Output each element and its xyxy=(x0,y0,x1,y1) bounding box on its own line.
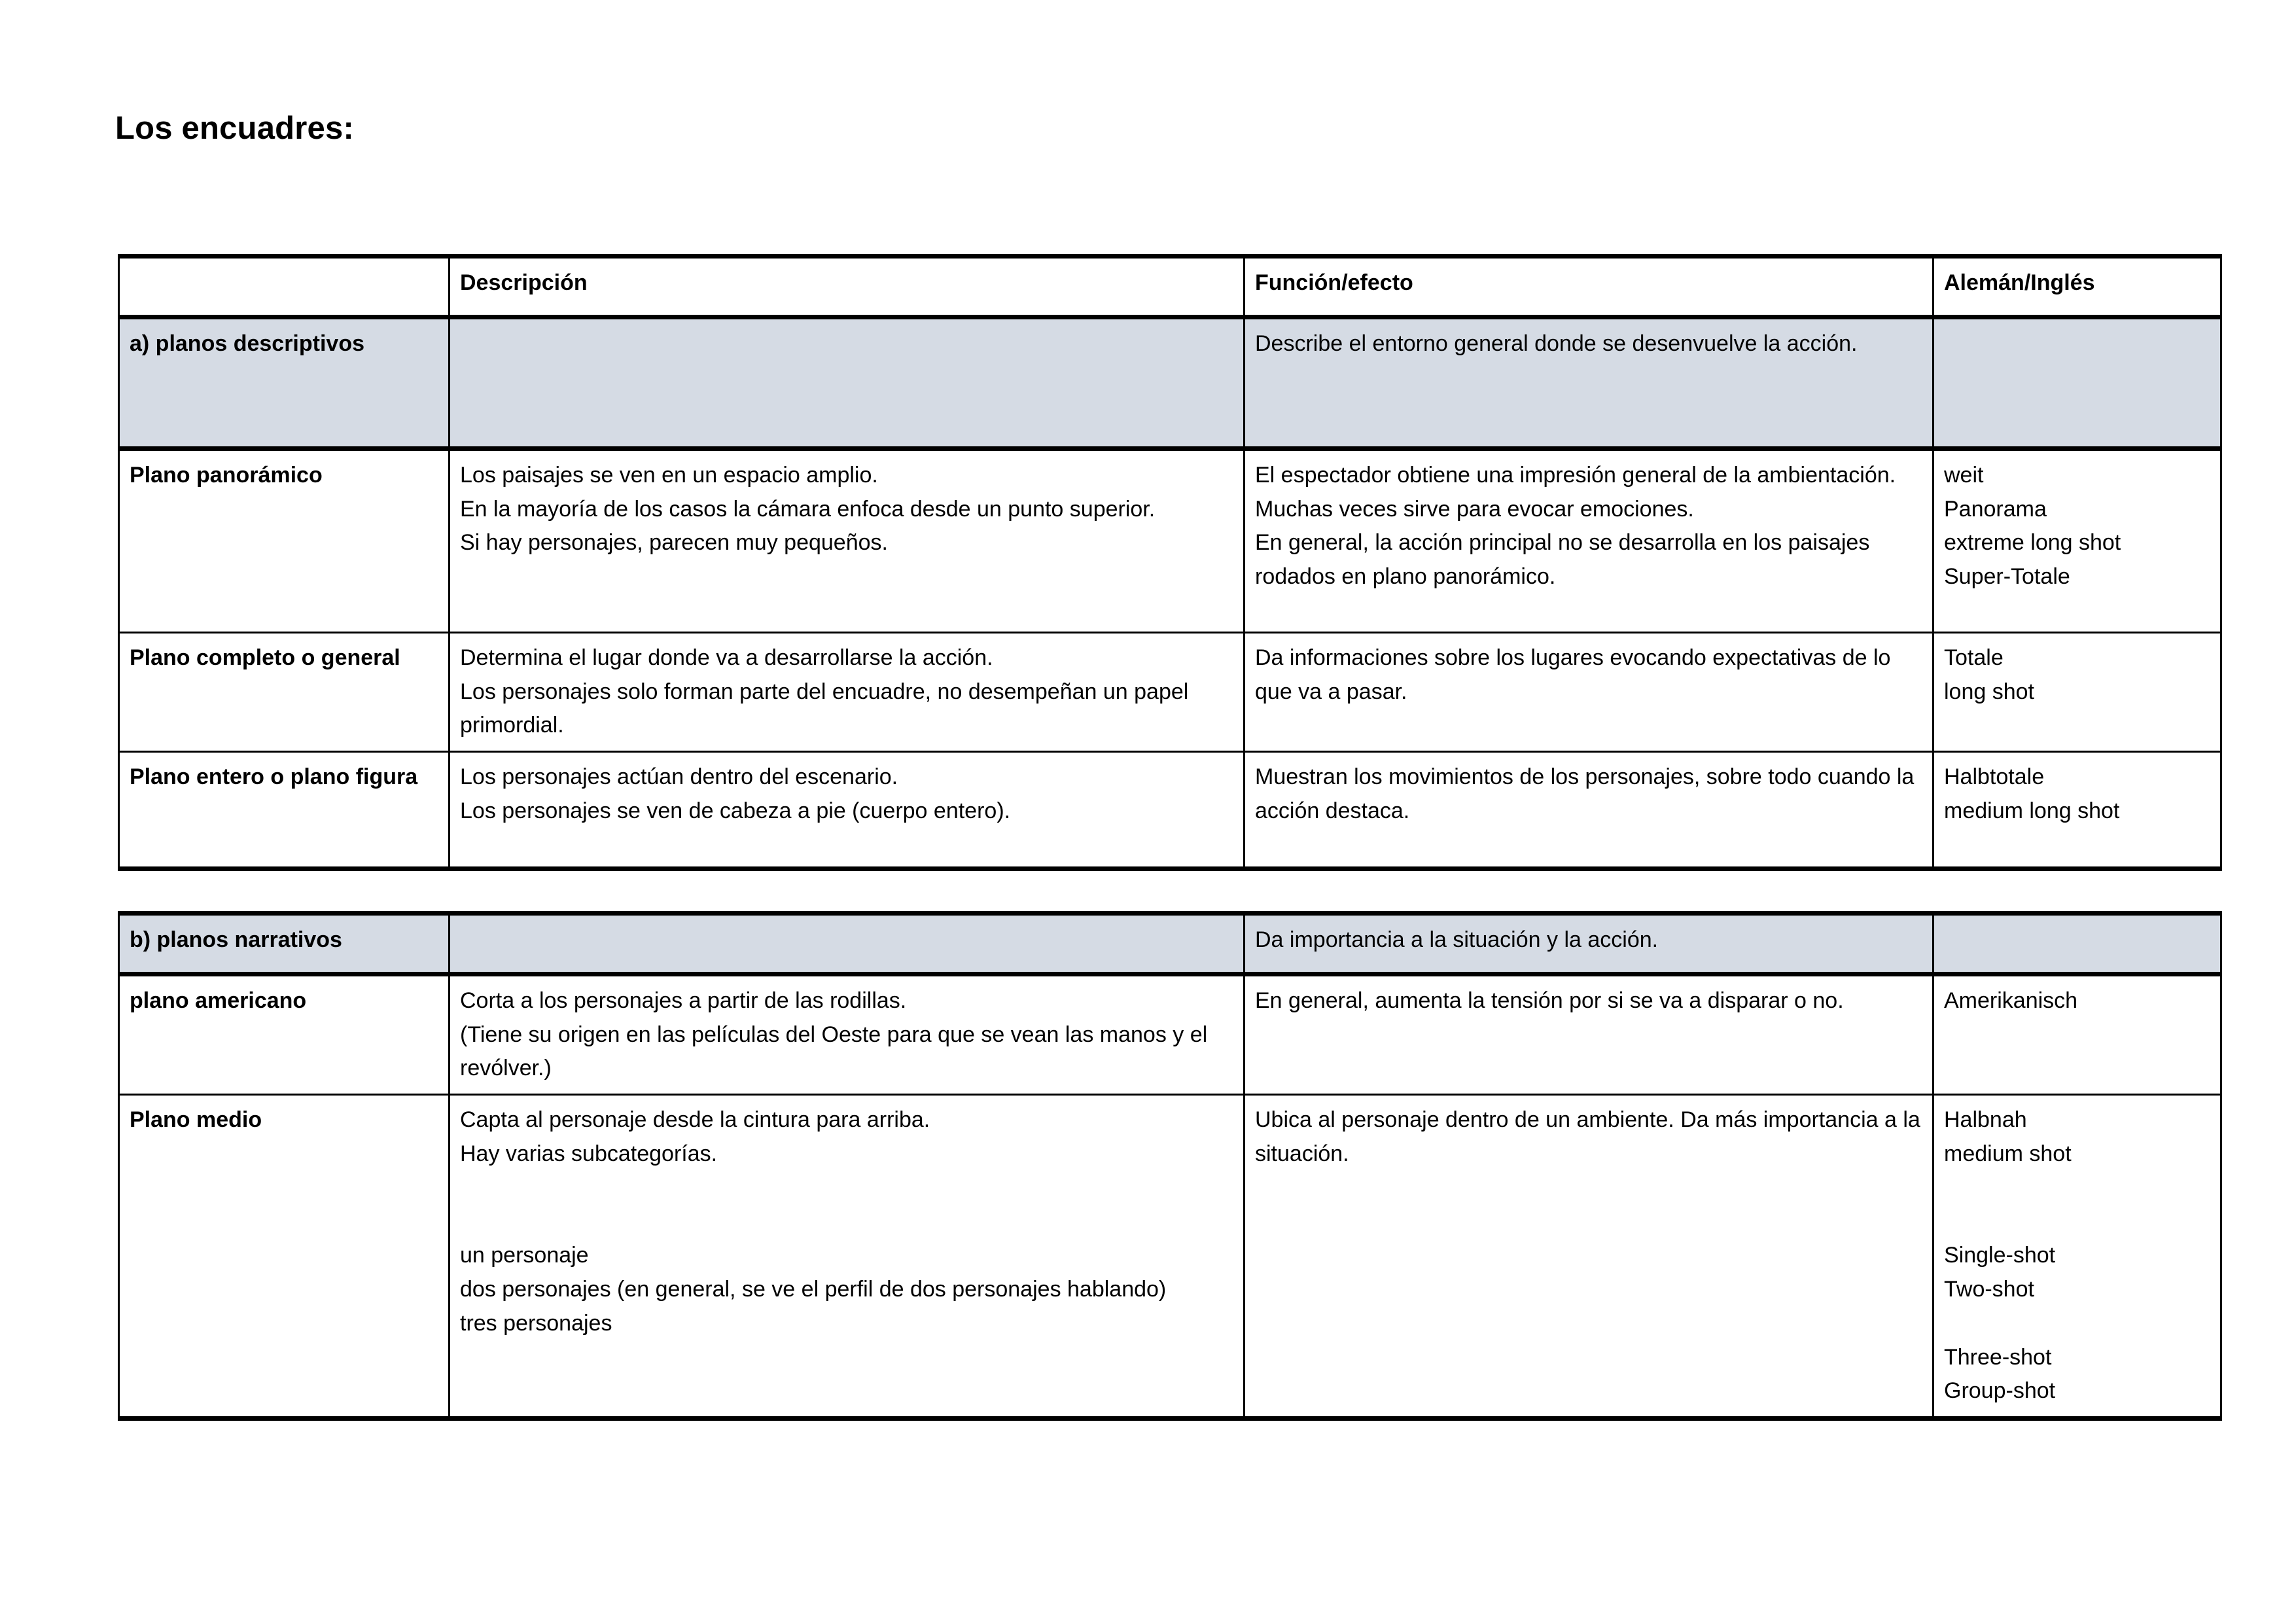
text-line: Los personajes actúan dentro del escenario. xyxy=(460,764,898,790)
table-row xyxy=(119,1095,2221,1419)
header-cell-descripcion: Descripción xyxy=(450,257,1245,317)
row-funcion-plano-entero xyxy=(1245,752,1934,869)
text-line: Muestran los movimientos de los personajes, sobre todo cuando la acción destaca. xyxy=(1255,764,1915,823)
row-aleman-plano-completo xyxy=(1934,633,2221,752)
text-line: extreme long shot xyxy=(1944,530,2121,556)
subcategory-line: Three-shot xyxy=(1944,1344,2052,1370)
text-line: En general, la acción principal no se desarrolla en los paisajes rodados en plano panorámico. xyxy=(1255,530,1870,590)
subcategory-line: dos personajes (en general, se ve el perfil de dos personajes hablando) xyxy=(460,1277,1167,1302)
row-name-plano-panoramico: Plano panorámico xyxy=(119,449,450,633)
blank-line xyxy=(1944,1307,2210,1341)
text-line: Si hay personajes, parecen muy pequeños. xyxy=(460,530,888,556)
text-line: (Tiene su origen en las películas del Oeste para que se vean las manos y el revólver.) xyxy=(460,1022,1208,1081)
text-line: Halbnah xyxy=(1944,1107,2027,1133)
table-header-row xyxy=(119,257,2221,317)
text-line: Amerikanisch xyxy=(1944,988,2078,1013)
text-line: Totale xyxy=(1944,645,2004,670)
text-line: weit xyxy=(1944,463,1984,488)
text-line: medium shot xyxy=(1944,1141,2072,1166)
table-planos-narrativos xyxy=(118,911,2222,1421)
text-line: Muchas veces sirve para evocar emociones. xyxy=(1255,496,1694,522)
text-line: long shot xyxy=(1944,679,2034,704)
table-row xyxy=(119,974,2221,1095)
row-name-plano-completo: Plano completo o general xyxy=(119,633,450,752)
section-row-planos-descriptivos xyxy=(119,317,2221,449)
text-line: El espectador obtiene una impresión general de la ambientación. xyxy=(1255,463,1896,488)
row-funcion-plano-americano xyxy=(1245,974,1934,1095)
row-aleman-plano-medio xyxy=(1934,1095,2221,1419)
section-funcion-planos-narrativos: Da importancia a la situación y la acción. xyxy=(1245,914,1934,974)
section-funcion-planos-descriptivos: Describe el entorno general donde se desenvuelve la acción. xyxy=(1245,317,1934,449)
row-aleman-plano-panoramico xyxy=(1934,449,2221,633)
row-descripcion-plano-americano xyxy=(450,974,1245,1095)
section-label-planos-narrativos: b) planos narrativos xyxy=(119,914,450,974)
table-row xyxy=(119,633,2221,752)
row-descripcion-plano-entero xyxy=(450,752,1245,869)
row-name-plano-americano: plano americano xyxy=(119,974,450,1095)
section-descripcion-planos-narrativos xyxy=(450,914,1245,974)
section-aleman-planos-descriptivos xyxy=(1934,317,2221,449)
text-line: Panorama xyxy=(1944,496,2047,522)
blank-line xyxy=(1944,1205,2210,1239)
row-descripcion-plano-medio xyxy=(450,1095,1245,1419)
text-line: Da informaciones sobre los lugares evocando expectativas de lo que va a pasar. xyxy=(1255,645,1891,704)
header-cell-funcion: Función/efecto xyxy=(1245,257,1934,317)
text-line: Los paisajes se ven en un espacio amplio. xyxy=(460,463,878,488)
text-line: medium long shot xyxy=(1944,798,2120,823)
row-aleman-plano-americano xyxy=(1934,974,2221,1095)
subcategory-line: tres personajes xyxy=(460,1310,612,1336)
row-descripcion-plano-panoramico xyxy=(450,449,1245,633)
row-funcion-plano-panoramico xyxy=(1245,449,1934,633)
text-line: Ubica al personaje dentro de un ambiente. Da más importancia a la situación. xyxy=(1255,1107,1920,1166)
row-descripcion-plano-completo xyxy=(450,633,1245,752)
section-row-planos-narrativos xyxy=(119,914,2221,974)
row-name-plano-entero: Plano entero o plano figura xyxy=(119,752,450,869)
text-line: En general, aumenta la tensión por si se va a disparar o no. xyxy=(1255,988,1844,1013)
text-line: Corta a los personajes a partir de las rodillas. xyxy=(460,988,907,1013)
subcategory-line: Group-shot xyxy=(1944,1378,2056,1404)
header-cell-category xyxy=(119,257,450,317)
header-cell-aleman-ingles: Alemán/Inglés xyxy=(1934,257,2221,317)
row-funcion-plano-medio xyxy=(1245,1095,1934,1419)
blank-line xyxy=(460,1171,1233,1205)
text-line: Capta al personaje desde la cintura para arriba. xyxy=(460,1107,930,1133)
row-funcion-plano-completo xyxy=(1245,633,1934,752)
subcategory-line: Two-shot xyxy=(1944,1277,2034,1302)
text-line: Hay varias subcategorías. xyxy=(460,1141,718,1166)
text-line: Super-Totale xyxy=(1944,564,2070,590)
table-planos-descriptivos xyxy=(118,254,2222,871)
table-row xyxy=(119,752,2221,869)
subcategory-line: un personaje xyxy=(460,1243,589,1268)
text-line: Determina el lugar donde va a desarrollarse la acción. xyxy=(460,645,993,670)
section-label-planos-descriptivos: a) planos descriptivos xyxy=(119,317,450,449)
page-title: Los encuadres: xyxy=(115,111,354,146)
subcategory-line: Single-shot xyxy=(1944,1243,2056,1268)
section-descripcion-planos-descriptivos xyxy=(450,317,1245,449)
text-line: Halbtotale xyxy=(1944,764,2045,790)
text-line: En la mayoría de los casos la cámara enfoca desde un punto superior. xyxy=(460,496,1156,522)
row-aleman-plano-entero xyxy=(1934,752,2221,869)
text-line: Los personajes solo forman parte del encuadre, no desempeñan un papel primordial. xyxy=(460,679,1189,738)
blank-line xyxy=(460,1205,1233,1239)
row-name-plano-medio: Plano medio xyxy=(119,1095,450,1419)
section-aleman-planos-narrativos xyxy=(1934,914,2221,974)
table-row xyxy=(119,449,2221,633)
text-line: Los personajes se ven de cabeza a pie (cuerpo entero). xyxy=(460,798,1011,823)
blank-line xyxy=(1944,1171,2210,1205)
